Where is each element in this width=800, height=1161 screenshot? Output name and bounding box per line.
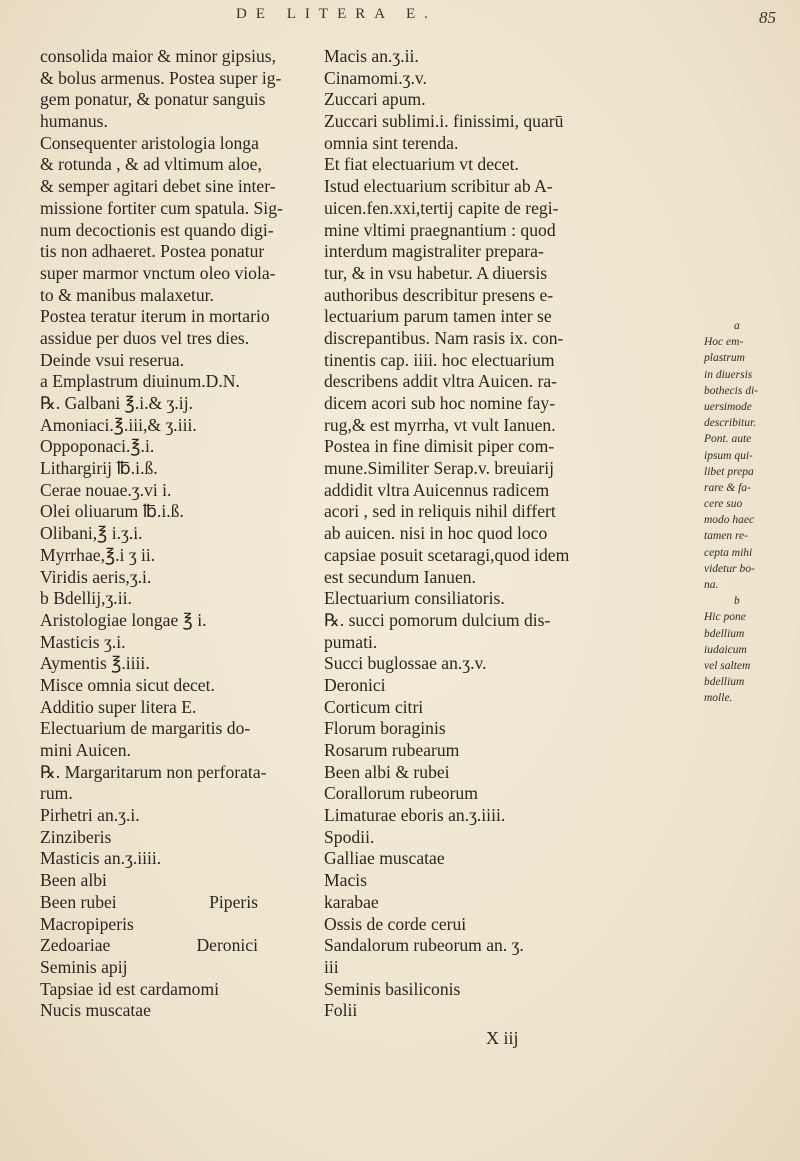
left-column-line: to & manibus malaxetur.: [40, 284, 214, 305]
right-column-line: Electuarium consiliatoris.: [324, 588, 505, 609]
left-column-line: Aristologiae longae ℥ i.: [40, 609, 207, 630]
right-column-line: interdum magistraliter prepara-: [324, 241, 544, 262]
left-column-line: Been albi: [40, 870, 107, 891]
left-column-line: Tapsiae id est cardamomi: [40, 978, 220, 999]
left-column-line: Aymentis ℥.iiii.: [40, 653, 150, 674]
right-column-line: mine vltimi praegnantium : quod: [324, 219, 556, 240]
left-column-line: rum.: [40, 783, 73, 804]
left-column-line: Oppoponaci.℥.i.: [40, 436, 155, 457]
right-column-line: mune.Similiter Serap.v. breuiarij: [324, 458, 554, 479]
right-column-line: ℞. succi pomorum dulcium dis-: [324, 609, 551, 630]
margin-note-line: b: [734, 595, 740, 608]
left-column-line: Lithargirij ℔.i.ß.: [40, 458, 158, 479]
left-column-line: consolida maior & minor gipsius,: [40, 46, 277, 66]
left-column-line: assidue per duos vel tres dies.: [40, 327, 250, 348]
left-column-line: Olei oliuarum ℔.i.ß.: [40, 501, 184, 522]
right-column-line: Been albi & rubei: [324, 761, 450, 782]
margin-note-line: cepta mihi: [704, 546, 753, 559]
right-column-line: dicem acori sub hoc nomine fay-: [324, 393, 556, 413]
right-column-line: Spodii.: [324, 826, 375, 847]
left-column-line: Postea teratur iterum in mortario: [40, 306, 270, 327]
line-segment: Piperis: [209, 891, 258, 912]
margin-note-line: Pont. aute: [704, 433, 752, 446]
left-column-line: Pirhetri an.ʒ.i.: [40, 805, 140, 826]
left-column-line: Amoniaci.℥.iii,& ʒ.iii.: [40, 414, 197, 435]
right-column-line: Istud electuarium scribitur ab A-: [324, 176, 553, 197]
left-column-line: super marmor vnctum oleo viola-: [40, 262, 276, 283]
left-column-line: missione fortiter cum spatula. Sig-: [40, 197, 283, 218]
right-column-line: Cinamomi.ʒ.v.: [324, 67, 427, 88]
right-column-line: describens addit vltra Auicen. ra-: [324, 371, 558, 392]
margin-note-line: Hoc em-: [704, 336, 744, 349]
right-column-line: omnia sint terenda.: [324, 132, 459, 153]
margin-note-line: plastrum: [704, 352, 745, 365]
right-column-line: rug,& est myrrha, vt vult Ianuen.: [324, 414, 556, 435]
left-column-line: [40, 935, 318, 957]
right-column-line: ab auicen. nisi in hoc quod loco: [324, 523, 548, 544]
left-column-line: Electuarium de margaritis do-: [40, 718, 251, 739]
page-header: [236, 6, 776, 32]
right-column-line: Seminis basiliconis: [324, 978, 461, 999]
margin-note-line: bdellium: [704, 676, 745, 689]
margin-note-line: modo haec: [704, 514, 755, 527]
right-column-line: Florum boraginis: [324, 718, 446, 739]
left-column-line: Olibani,℥ i.ʒ.i.: [40, 523, 143, 544]
right-column-line: pumati.: [324, 631, 378, 652]
margin-note-line: tamen re-: [704, 530, 748, 543]
margin-note-line: vel saltem: [704, 659, 751, 672]
right-column-line: lectuarium parum tamen inter se: [324, 306, 552, 327]
right-text-column: [324, 46, 600, 1022]
margin-note-line: a: [734, 320, 740, 332]
margin-note-line: libet prepa: [704, 465, 754, 478]
left-column-line: a Emplastrum diuinum.D.N.: [40, 371, 240, 392]
left-column-line: Misce omnia sicut decet.: [40, 674, 215, 695]
line-segment: Been rubei: [40, 891, 117, 912]
left-column-line: & rotunda , & ad vltimum aloe,: [40, 154, 262, 175]
margin-note-line: Hic pone: [704, 611, 746, 624]
right-column-line: capsiae posuit scetaragi,quod idem: [324, 544, 570, 565]
margin-note-line: ipsum qui-: [704, 449, 753, 462]
left-column-line: Myrrhae,℥.i ʒ ii.: [40, 544, 156, 565]
signature-mark: X iij: [486, 1028, 519, 1048]
left-column-line: Cerae nouae.ʒ.vi i.: [40, 479, 172, 500]
left-column-line: [40, 892, 318, 914]
right-column-line: karabae: [324, 891, 379, 912]
margin-note-line: bdellium: [704, 627, 745, 640]
right-column-line: tinentis cap. iiii. hoc electuarium: [324, 349, 555, 370]
left-column-line: ℞. Margaritarum non perforata-: [40, 761, 267, 782]
running-title: DE LITERA E.: [236, 6, 437, 22]
right-column-line: discrepantibus. Nam rasis ix. con-: [324, 327, 564, 348]
right-column-line: Deronici: [324, 674, 386, 695]
page-number: 85: [759, 8, 776, 27]
right-column-line: Macis an.ʒ.ii.: [324, 46, 419, 66]
margin-note-line: na.: [704, 579, 719, 591]
left-column-line: Deinde vsui reserua.: [40, 349, 185, 370]
right-column-line: Corticum citri: [324, 696, 424, 717]
margin-note-line: bothecis di-: [704, 384, 758, 397]
right-column-line: Corallorum rubeorum: [324, 783, 478, 804]
right-column-line: acori , sed in reliquis nihil differt: [324, 501, 556, 522]
left-column-line: ℞. Galbani ℥.i.& ʒ.ij.: [40, 393, 193, 413]
right-column-line: est secundum Ianuen.: [324, 566, 476, 587]
right-column-line: Folii: [324, 1000, 358, 1021]
line-segment: Zedoariae: [40, 935, 111, 956]
right-column-line: Succi buglossae an.ʒ.v.: [324, 653, 487, 674]
marginal-annotations: [704, 318, 790, 707]
left-column-line: Additio super litera E.: [40, 696, 197, 717]
margin-note-line: uersimode: [704, 400, 752, 413]
right-column-line: Et fiat electuarium vt decet.: [324, 154, 519, 175]
left-column-line: num decoctionis est quando digi-: [40, 219, 274, 240]
right-column-line: Galliae muscatae: [324, 848, 445, 869]
left-column-line: tis non adhaeret. Postea ponatur: [40, 241, 265, 262]
right-column-line: tur, & in vsu habetur. A diuersis: [324, 262, 548, 283]
left-text-column: [40, 46, 318, 1022]
right-column-line: addidit vltra Auicennus radicem: [324, 479, 550, 500]
left-column-line: Nucis muscatae: [40, 1000, 151, 1021]
left-column-line: & semper agitari debet sine inter-: [40, 176, 276, 197]
margin-note-line: molle.: [704, 692, 733, 705]
left-column-line: mini Auicen.: [40, 740, 131, 760]
right-column-line: Zuccari sublimi.i. finissimi, quarū: [324, 111, 564, 132]
left-column-line: Seminis apij: [40, 956, 128, 977]
margin-note-line: iudaicum: [704, 643, 747, 656]
left-column-line: Consequenter aristologia longa: [40, 132, 259, 153]
right-column-line: Zuccari apum.: [324, 89, 426, 110]
margin-note-line: videtur bo-: [704, 562, 755, 575]
left-column-line: Macropiperis: [40, 913, 134, 934]
margin-note-line: cere suo: [704, 498, 743, 511]
left-column-line: Viridis aeris,ʒ.i.: [40, 566, 152, 587]
left-column-line: humanus.: [40, 111, 108, 132]
right-column-line: Rosarum rubearum: [324, 740, 460, 760]
right-column-line: Ossis de corde cerui: [324, 913, 467, 934]
left-column-line: & bolus armenus. Postea super ig-: [40, 67, 282, 88]
left-column-line: Masticis ʒ.i.: [40, 631, 126, 652]
right-column-line: iii: [324, 956, 339, 977]
right-column-line: Limaturae eboris an.ʒ.iiii.: [324, 805, 506, 826]
margin-note-line: rare & fa-: [704, 481, 751, 494]
margin-note-line: describitur.: [704, 417, 757, 430]
left-column-line: Masticis an.ʒ.iiii.: [40, 848, 162, 869]
left-column-line: b Bdellij,ʒ.ii.: [40, 588, 132, 609]
right-column-line: Sandalorum rubeorum an. ʒ.: [324, 935, 524, 956]
margin-note-line: in diuersis: [704, 368, 753, 381]
line-segment: Deronici: [196, 935, 258, 956]
left-column-line: Zinziberis: [40, 826, 112, 847]
right-column-line: Postea in fine dimisit piper com-: [324, 436, 555, 457]
right-column-line: uicen.fen.xxi,tertij capite de regi-: [324, 197, 559, 218]
left-column-line: gem ponatur, & ponatur sanguis: [40, 89, 266, 110]
right-column-line: authoribus describitur presens e-: [324, 284, 554, 305]
right-column-line: Macis: [324, 870, 367, 891]
